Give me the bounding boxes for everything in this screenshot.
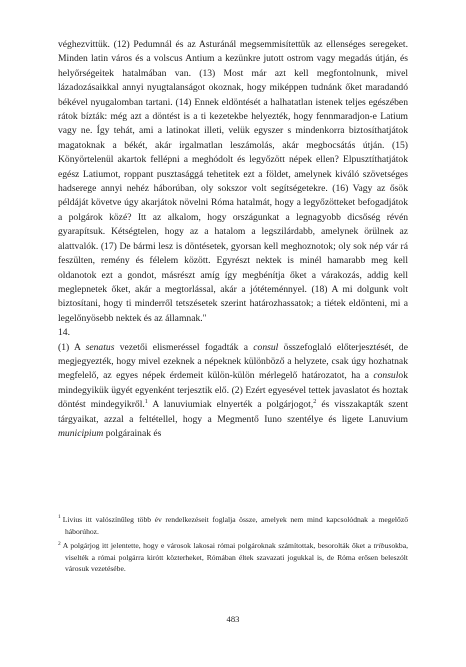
footnotes [58, 514, 408, 578]
paragraph-section-14: (1) A senatus vezetői elismeréssel fogadták a consul összefoglaló előterjesztését, de megjegyezték, hogy mivel ezeknek a népeknek különböző a helyzete, csak úgy hozhatnak megfelelő, az egyes népek érdemeit külön-külön mérlegelő határozatot, ha a consulok mindegyikük ügyét egyenként terjesztik elő. (2) Ezért egyesével tettek javaslatot és hoztak döntést mindegyikről.$^1$ A lanuviumiak elnyerték a polgárjogot,$^2$ és visszakapták szent tárgyaikat, azzal a feltétellel, hogy a Megmentő Iuno szentélye és ligete Lanuvium municipium polgárainak és [58, 341, 409, 439]
section-number: 14. [58, 327, 70, 339]
page-number: 483 [226, 614, 240, 624]
latin-term: tribus [373, 541, 392, 551]
footnote-reference[interactable]: 1 [144, 397, 148, 405]
footnote: $^1$ Livius itt valószínűleg több év rendelkezéseit foglalja össze, amelyek nem mind kapcsolódnak a megelőző háborúhoz. [58, 514, 408, 536]
latin-term: municipium [58, 427, 104, 439]
latin-term: consul [253, 341, 279, 353]
footnote-mark: 1 [58, 514, 61, 521]
latin-term: senatus [85, 341, 115, 353]
paragraph-continuation: véghezvittük. (12) Pedumnál és az Asturánál megsemmisítettük az ellenséges seregeket. Minden latin város és a volscus Antium a kezünkre jutott ostrom vagy megadás útján, és helyőrségeitek hatalmában van. (13) Most már azt kell megfontolnunk, mivel lázadozásaikkal annyi nyugtalanságot okoznak, hogy miképpen tudnánk őket maradandó békével nyugalomban tartani. (14) Ennek eldöntését a halhatatlan istenek teljes egészében rátok bízták: még azt a döntést is a ti kezetekbe helyezték, hogy fennmaradjon-e Latium vagy ne. Így tehát, ami a latinokat illeti, velük egyszer s mindenkorra biztosíthatjátok magatoknak a békét, akár irgalmatlan leszámolás, akár megbocsátás útján. (15) Könyörtelenül akartok fellépni a meghódolt és legyőzött népek ellen? Elpusztíthatjátok egész Latiumot, roppant pusztasággá tehetitek ezt a földet, amelynek kiváló szövetséges hadserege annyi nehéz háborúban, oly sokszor volt segítségetekre. (16) Vagy az ősök példáját követve úgy akarjátok növelni Róma hatalmát, hogy a legyőzötteket befogadjátok a polgárok közé? Itt az alkalom, hogy országunkat a legnagyobb dicsőség révén gyarapítsuk. Kétségtelen, hogy az a hatalom a legszilárdabb, amelynek örülnek az alattvalók. (17) De bármi lesz is döntésetek, gyorsan kell meghoznotok; oly sok nép vár rá feszülten, remény és félelem között. Egyrészt nektek is minél hamarabb meg kell oldanotok ezt a gondot, másrészt amíg így megbénítja őket a várakozás, addig kell meglepnetek őket, akár a megtorlással, akár a jótéteménnyel. (18) A mi dolgunk volt biztosítani, hogy ti minderről tetszésetek szerint határozhassatok; a tiétek eldönteni, mi a legelőnyösebb nektek és az államnak." [58, 39, 408, 324]
footnote-mark: 2 [58, 540, 61, 547]
footnote-reference[interactable]: 2 [313, 397, 317, 405]
latin-term: consul [373, 370, 399, 382]
footnote: $^2$ A polgárjog itt jelentette, hogy e városok lakosai római polgároknak számítottak, besorolták őket a tribusokba, viselték a római polgárra kirótt közterheket, Rómában éltek szavazati jogukkal is, de Róma erősen beleszólt városuk vezetésébe. [58, 540, 408, 574]
main-text [58, 38, 408, 441]
